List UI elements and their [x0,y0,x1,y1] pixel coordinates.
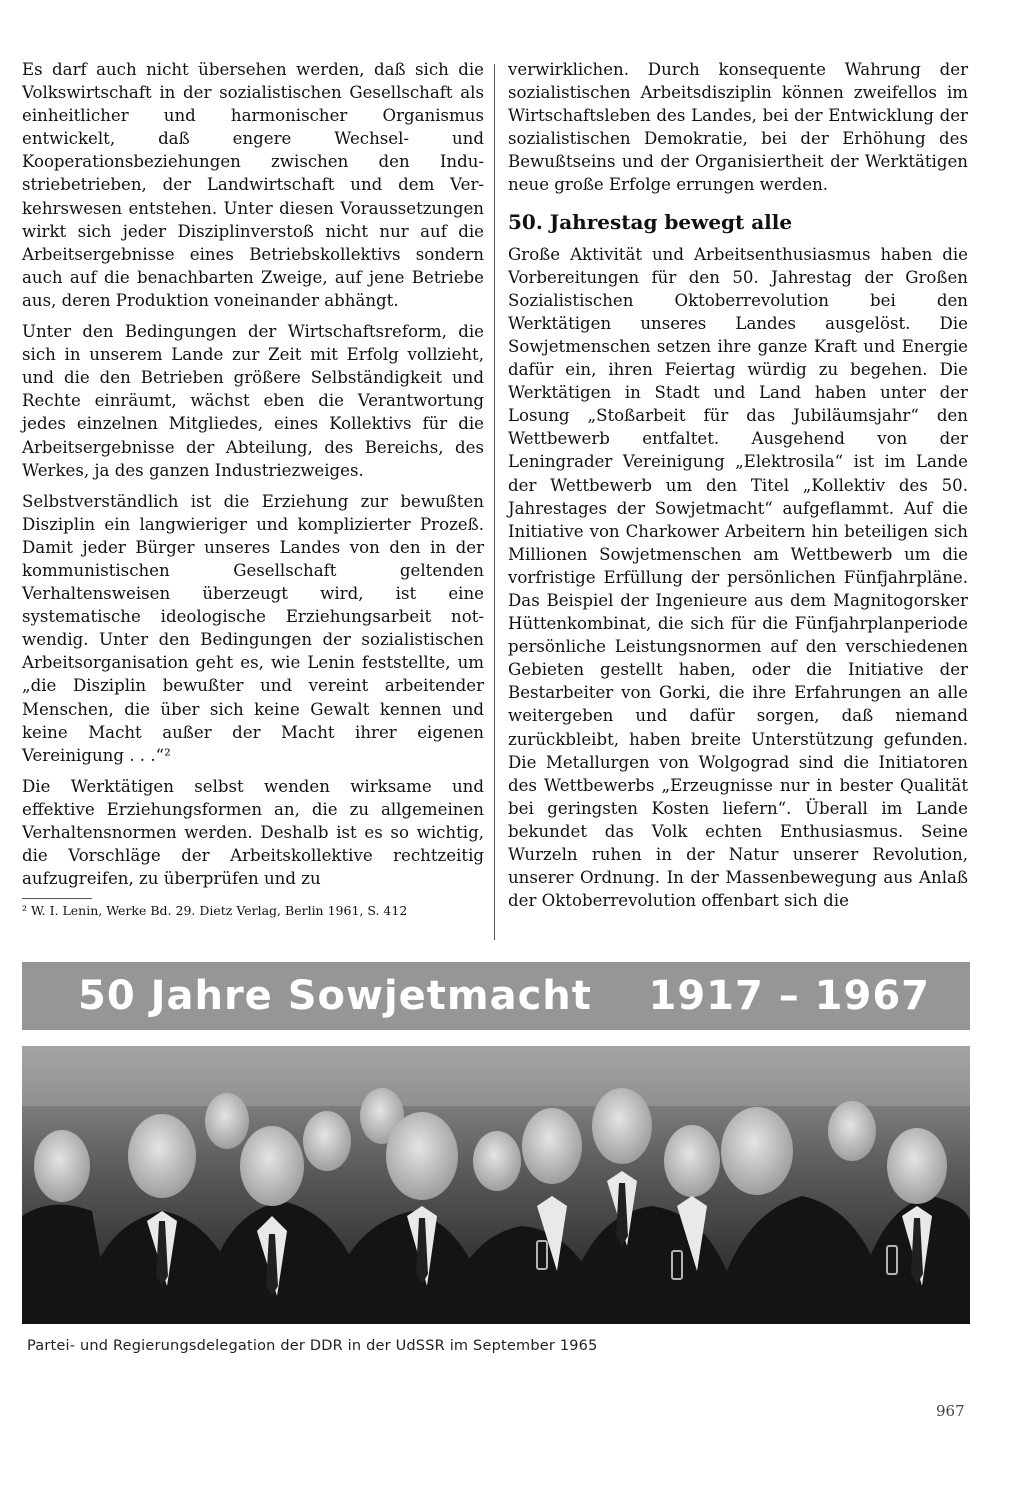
paragraph: Selbstverständlich ist die Erziehung zur bewußten Disziplin ein langwieriger und komplizierter Prozeß. Damit jeder Bürger unseres Landes von den in der kommunistischen Gesellschaft geltenden Verhaltensweisen überzeugt wird, ist eine systematische ideologische Erziehungsarbeit notwendig. Unter den Bedingungen der sozialistischen Arbeitsorganisation geht es, wie Lenin feststellte, um „die Disziplin bewußter und vereint arbeitender Menschen, die über sich keine Gewalt kennen und keine Macht außer der Macht ihrer eigenen Vereinigung . . .“² [22,491,484,765]
section-heading: 50. Jahrestag bewegt alle [508,209,793,234]
banner-title: 50 Jahre Sowjetmacht [78,973,592,1019]
paragraph: Unter den Bedingungen der Wirtschaftsreform, die sich in unserem Lande zur Zeit mit Erfolg vollzieht, und die den Betrieben größere Selbständigkeit und Rechte einräumt, wächst eben die Verantwortung jedes einzelnen Mitgliedes, eines Kollektivs für die Arbeitsergebnisse der Abteilung, des Bereichs, des Werkes, ja des ganzen Industriezweiges. [22,322,484,480]
paragraph: verwirklichen. Durch konsequente Wahrung der sozialistischen Arbeitsdisziplin können zweifellos im Wirtschaftsleben des Landes, bei der Entwicklung der sozialistischen Demokratie, bei der Erhöhung des Bewußtseins und der Organisiertheit der Werktätigen neue große Erfolge errungen werden. [508,60,968,195]
footnote-divider [22,898,92,899]
delegation-photo [22,1046,970,1324]
title-banner [22,962,970,1030]
paragraph: Die Werktätigen selbst wenden wirksame und effektive Erziehungsformen an, die zu allgemeinen Verhaltensnormen werden. Deshalb ist es so wichtig, die Vorschläge der Arbeitskollektive rechtzeitig aufzugreifen, zu überprüfen und zu [22,776,484,889]
footnote: ² W. I. Lenin, Werke Bd. 29. Dietz Verlag, Berlin 1961, S. 412 [22,903,408,919]
banner-text [78,970,930,1022]
photo-illustration [22,1046,970,1324]
photo-caption: Partei- und Regierungsdelegation der DDR in der UdSSR im September 1965 [27,1338,598,1354]
paragraph: Es darf auch nicht übersehen werden, daß sich die Volkswirtschaft in der sozialistischen Gesellschaft als einheitlicher und harmonischer Organismus entwickelt, daß engere Wechsel- und Kooperationsbeziehungen zwischen den Industriebetrieben, der Landwirtschaft und dem Verkehrswesen entstehen. Unter diesen Voraussetzungen wirkt sich jeder Disziplinverstoß nicht nur auf die Arbeitsergebnisse eines Betriebskollektivs sondern auch auf die benachbarten Zweige, auf jene Betriebe aus, deren Produktion voneinander abhängt. [22,60,484,310]
right-column [508,58,968,920]
page-number: 967 [936,1402,965,1420]
left-column [22,58,484,926]
column-divider [494,64,495,940]
banner-years: 1917 – 1967 [648,973,930,1019]
paragraph: Große Aktivität und Arbeitsenthusiasmus haben die Vorbereitungen für den 50. Jahrestag der Großen Sozialistischen Oktoberrevolution bei den Werktätigen unseres Landes ausgelöst. Die Sowjetmenschen setzen ihre ganze Kraft und Energie dafür ein, ihren Feiertag würdig zu begehen. Die Werktätigen in Stadt und Land haben unter der Losung „Stoßarbeit für das Jubiläumsjahr“ den Wettbewerb entfaltet. Ausgehend von der Leningrader Vereinigung „Elektrosila“ ist im Lande der Wettbewerb um den Titel „Kollektiv des 50. Jahrestages der Sowjetmacht“ aufgeflammt. Auf die Initiative von Charkower Arbeitern hin beteiligen sich Millionen Sowjetmenschen am Wettbewerb um die vorfristige Erfüllung der persönlichen Fünfjahrpläne. Das Beispiel der Ingenieure aus dem Magnitogorsker Hüttenkombinat, die sich für die Fünfjahrplanperiode persönliche Leistungsnormen auf den verschiedenen Gebieten gestellt haben, oder die Initiative der Bestarbeiter von Gorki, die ihre Erfahrungen an alle weitergeben und dafür sorgen, daß niemand zurückbleibt, haben breite Unterstützung gefunden. Die Metallurgen von Wolgograd sind die Initiatoren des Wettbewerbs „Erzeugnisse nur in bester Qualität bei geringsten Kosten liefern“. Überall im Lande bekundet das Volk echten Enthusiasmus. Seine Wurzeln ruhen in der Natur unserer Revolution, unserer Ordnung. In der Massenbewegung aus Anlaß der Oktoberrevolution offenbart sich die [508,244,968,911]
